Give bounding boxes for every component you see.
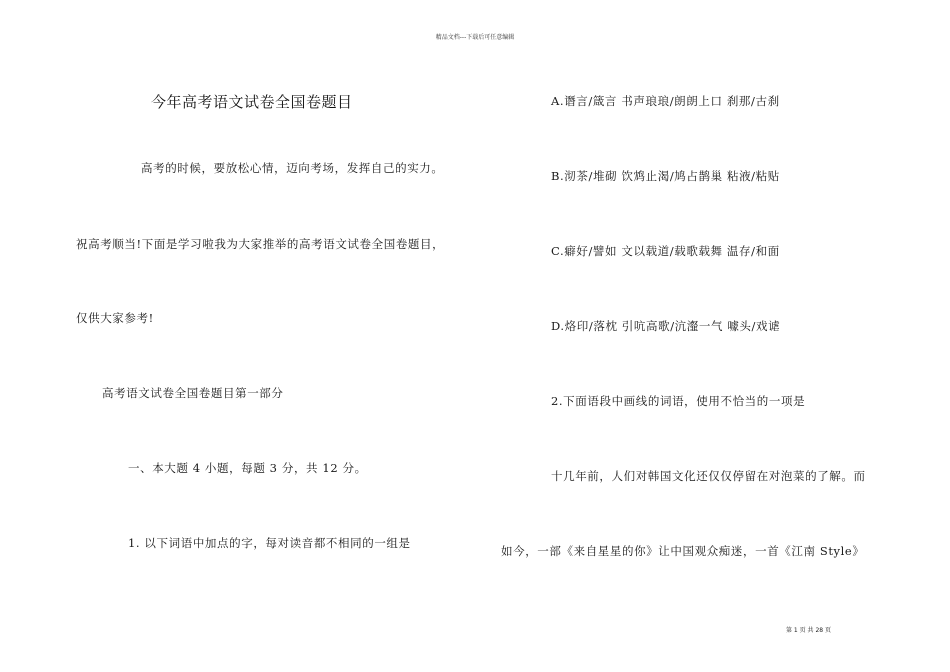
left-paragraph-3: 仅供大家参考! [76, 311, 154, 325]
question-2-prompt: 2.下面语段中画线的词语，使用不恰当的一项是 [551, 394, 806, 408]
left-paragraph-2: 祝高考顺当!下面是学习啦我为大家推举的高考语文试卷全国卷题目， [76, 237, 445, 251]
option-a: A.谮言/箴言 书声琅琅/朗朗上口 刹那/古刹 [551, 94, 780, 108]
passage-line-2: 如今，一部《来自星星的你》让中国观众痴迷，一首《江南 Style》 [501, 544, 865, 558]
option-d: D.烙印/落枕 引吭高歌/沆瀣一气 噱头/戏谑 [551, 319, 781, 333]
page-header-note: 精品文档---下载后可任意编辑 [435, 34, 515, 41]
left-paragraph-1: 高考的时候，要放松心情，迈向考场，发挥自己的实力。 [141, 161, 444, 175]
question-instructions: 一、本大题 4 小题，每题 3 分，共 12 分。 [128, 461, 367, 475]
question-1-prompt: 1. 以下词语中加点的字，每对读音都不相同的一组是 [128, 536, 411, 550]
section-heading: 高考语文试卷全国卷题目第一部分 [102, 386, 284, 400]
option-b: B.沏茶/堆砌 饮鸩止渴/鸠占鹊巢 粘液/粘贴 [551, 169, 780, 183]
option-c: C.癖好/譬如 文以载道/载歌载舞 温存/和面 [551, 244, 780, 258]
passage-line-1: 十几年前，人们对韩国文化还仅仅停留在对泡菜的了解。而 [551, 469, 866, 483]
document-title: 今年高考语文试卷全国卷题目 [151, 93, 353, 111]
page-number: 第 1 页 共 28 页 [786, 627, 831, 634]
